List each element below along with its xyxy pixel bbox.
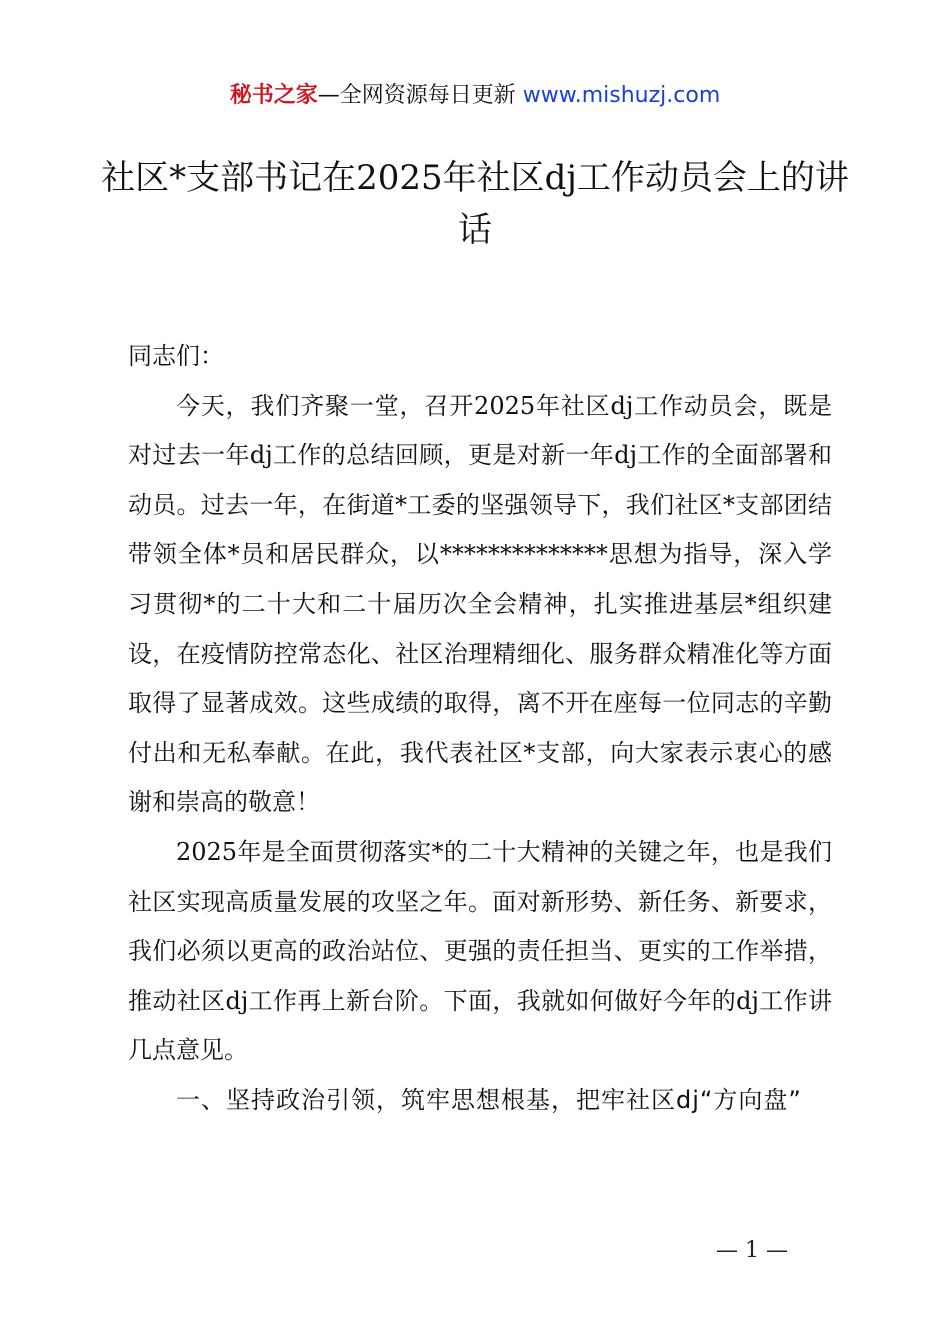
brand-name: 秘书之家 <box>229 83 318 108</box>
header-tagline: —全网资源每日更新 <box>317 83 516 108</box>
salutation: 同志们： <box>128 342 224 370</box>
site-header-banner <box>0 78 950 114</box>
document-title: 社区*支部书记在2025年社区dj工作动员会上的讲话 <box>101 158 849 250</box>
document-body <box>128 332 832 1126</box>
page-number: — 1 — <box>716 1238 788 1263</box>
section-heading: 一、坚持政治引领，筑牢思想根基，把牢社区dj“方向盘” <box>176 1085 802 1114</box>
body-paragraph: 今天，我们齐聚一堂，召开2025年社区dj工作动员会，既是对过去一年dj工作的总结回顾，更是对新一年dj工作的全面部署和动员。过去一年，在街道*工委的坚强领导下，我们社区*支部团结带领全体*员和居民群众，以**************思想为指导，深入学习贯彻*的二十大和二十届历次全会精神，扎实推进基层*组织建设，在疫情防控常态化、社区治理精细化、服务群众精准化等方面取得了显著成效。这些成绩的取得，离不开在座每一位同志的辛勤付出和无私奉献。在此，我代表社区*支部，向大家表示衷心的感谢和崇高的敬意！ <box>128 391 832 817</box>
site-url-link[interactable]: www.mishuzj.com <box>522 83 721 108</box>
body-paragraph: 2025年是全面贯彻落实*的二十大精神的关键之年，也是我们社区实现高质量发展的攻坚之年。面对新形势、新任务、新要求，我们必须以更高的政治站位、更强的责任担当、更实的工作举措，推动社区dj工作再上新台阶。下面，我就如何做好今年的dj工作讲几点意见。 <box>128 837 832 1065</box>
